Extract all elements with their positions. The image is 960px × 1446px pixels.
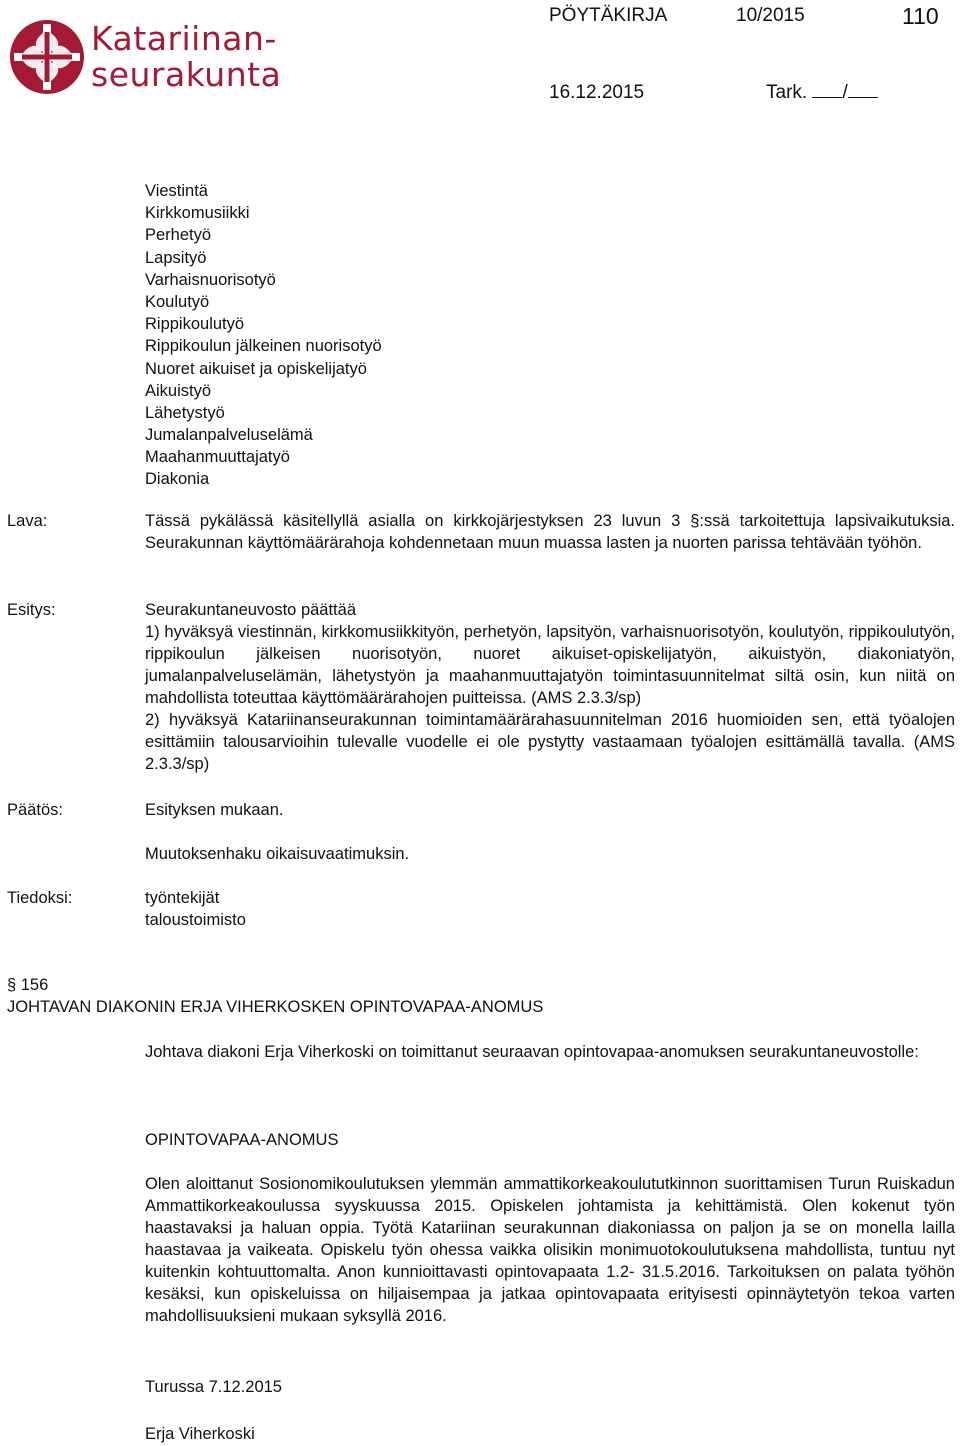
paatos-text: Esityksen mukaan.: [145, 801, 284, 819]
list-item: Varhaisnuorisotyö: [145, 270, 276, 289]
check-separator: /: [842, 82, 848, 103]
list-item: Aikuistyö: [145, 381, 212, 400]
section-title: JOHTAVAN DIAKONIN ERJA VIHERKOSKEN OPINTOVAPAA-ANOMUS: [7, 998, 544, 1016]
list-item: Rippikoulun jälkeinen nuorisotyö: [145, 337, 382, 356]
check-field: [766, 81, 878, 105]
logo-text-line2: seurakunta: [91, 55, 282, 94]
work-area-list: [145, 180, 382, 491]
list-item: Jumalanpalveluselämä: [145, 426, 313, 445]
document-type: PÖYTÄKIRJA: [549, 5, 668, 26]
parish-logo: [8, 18, 282, 98]
esitys-label: Esitys:: [7, 601, 56, 619]
application-heading: OPINTOVAPAA-ANOMUS: [145, 1131, 339, 1149]
list-item: Perhetyö: [145, 226, 212, 245]
place-date: Turussa 7.12.2015: [145, 1378, 282, 1396]
list-item: Kirkkomusiikki: [145, 204, 250, 223]
list-item: Viestintä: [145, 182, 208, 200]
cross-emblem-icon: [8, 18, 86, 96]
esitys-item-1: 1) hyväksyä viestinnän, kirkkomusiikkityön, perhetyön, lapsityön, varhaisnuorisotyön, koulutyön, rippikoulutyön, rippikoulun jälkeisen nuorisotyön, nuoret aikuiset-opiskelijatyön, aikuistyön, diakoniatyön, jumalanpalveluselämän, lähetystyön ja maahanmuuttajatyön toimintasuunnitelmat siltä osin, kun niitä on mahdollista toteuttaa käyttömäärärahojen puitteissa. (AMS 2.3.3/sp): [145, 623, 955, 707]
list-item: Koulutyö: [145, 292, 210, 311]
tiedoksi-label: Tiedoksi:: [7, 889, 73, 907]
lava-paragraph: Tässä pykälässä käsitellyllä asialla on kirkkojärjestyksen 23 luvun 3 §:ssä tarkoitettuja lapsivaikutuksia. Seurakunnan käyttömäärärahoja kohdennetaan muun muassa lasten ja nuorten parissa tehtävään työhön.: [145, 512, 955, 552]
list-item: työntekijät: [145, 889, 220, 907]
page-number: 110: [902, 3, 939, 29]
list-item: Diakonia: [145, 470, 210, 489]
check-label: Tark.: [766, 82, 808, 103]
esitys-text: [145, 599, 955, 775]
lava-label: Lava:: [7, 512, 48, 530]
section-intro: Johtava diakoni Erja Viherkoski on toimittanut seuraavan opintovapaa-anomuksen seurakuntaneuvostolle:: [145, 1043, 919, 1061]
list-item: Rippikoulutyö: [145, 315, 245, 334]
lava-text: [145, 510, 955, 554]
paatos-label: Päätös:: [7, 801, 63, 819]
section-number: § 156: [7, 976, 49, 994]
document-number: 10/2015: [736, 5, 805, 26]
appeal-text: Muutoksenhaku oikaisuvaatimuksin.: [145, 845, 410, 863]
signature: Erja Viherkoski: [145, 1425, 255, 1443]
check-blank-1: [812, 81, 842, 98]
esitys-item-2: 2) hyväksyä Katariinanseurakunnan toimintamäärärahasuunnitelman 2016 huomioiden sen, että työalojen esittämiin talousarvioihin tulevalle vuodelle ei ole pystytty vastaamaan työalojen esittämällä tavalla. (AMS 2.3.3/sp): [145, 711, 955, 773]
list-item: Maahanmuuttajatyö: [145, 448, 290, 467]
meeting-date: 16.12.2015: [549, 82, 645, 103]
list-item: Nuoret aikuiset ja opiskelijatyö: [145, 359, 367, 378]
logo-text-line1: Katariinan-: [91, 19, 277, 58]
list-item: taloustoimisto: [145, 911, 246, 929]
list-item: Lähetystyö: [145, 403, 225, 422]
tiedoksi-list: [145, 887, 955, 931]
application-body: Olen aloittanut Sosionomikoulutuksen ylemmän ammattikorkeakoulututkinnon suorittamisen Turun Ruiskadun Ammattikorkeakoulussa syyskuussa 2015. Opiskelen johtamista ja kehittämistä. Olen kokenut työn haastavaksi ja haluan oppia. Työtä Katariinan seurakunnan diakoniassa on paljon ja se on monella lailla haastavaa ja vaikeata. Opiskelu työn ohessa vaikka olisikin monimuotokoulutuksena mahdollista, tuntuu nyt kuitenkin kohtuuttomalta. Anon kunnioittavasti opintovapaata 1.2- 31.5.2016. Tarkoituksen on palata työhön kesäksi, kun opiskeluissa on hiljaisempaa ja jatkaa opintovapaata erityisesti opinnäytetyön tekoa varten mahdollisuuksieni mukaan syksyllä 2016.: [145, 1175, 955, 1325]
esitys-intro: Seurakuntaneuvosto päättää: [145, 601, 356, 619]
check-blank-2: [848, 81, 878, 98]
list-item: Lapsityö: [145, 248, 207, 267]
